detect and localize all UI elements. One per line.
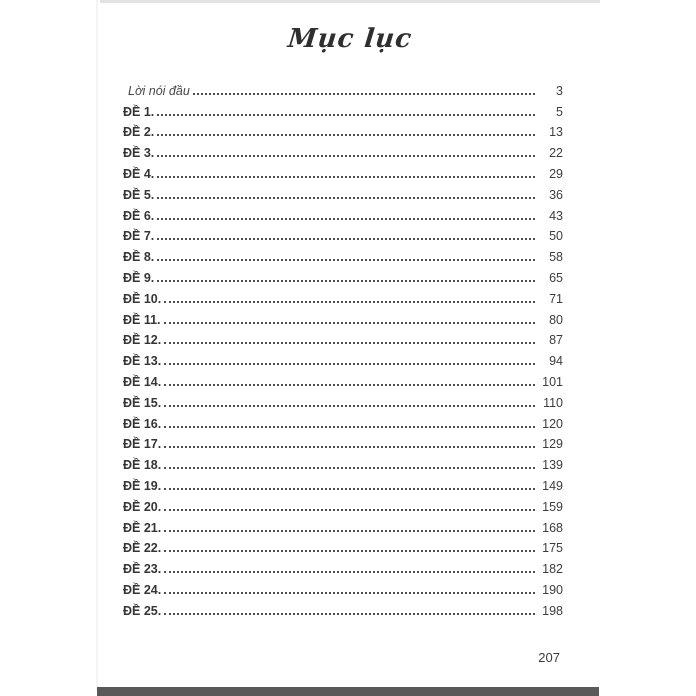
toc-entry-page: 139 xyxy=(542,458,563,473)
toc-row xyxy=(123,494,563,515)
toc-entry-label: ĐỀ 24. xyxy=(123,582,162,597)
page-top-edge xyxy=(100,0,600,3)
toc-entry-page: 168 xyxy=(542,520,563,535)
toc-row xyxy=(123,556,563,577)
dot-leader xyxy=(164,426,535,428)
toc-row xyxy=(123,244,563,265)
toc-entry-page: 58 xyxy=(549,250,563,265)
dot-leader xyxy=(193,93,535,95)
toc-entry-page: 159 xyxy=(542,499,563,514)
toc-row xyxy=(123,286,563,307)
dot-leader xyxy=(157,176,535,178)
dot-leader xyxy=(164,509,535,511)
toc-entry-label: ĐỀ 18. xyxy=(123,458,162,473)
toc-entry-label: ĐỀ 8. xyxy=(123,250,155,265)
toc-row xyxy=(123,432,563,453)
toc-entry-label: Lời nói đầu xyxy=(128,83,190,98)
footer-page-number: 207 xyxy=(538,650,560,665)
toc-entry-label: ĐỀ 16. xyxy=(123,416,162,431)
toc-entry-page: 182 xyxy=(542,562,563,577)
toc-entry-label: ĐỀ 25. xyxy=(123,603,162,618)
dot-leader xyxy=(164,613,535,615)
dot-leader xyxy=(157,134,535,136)
dot-leader xyxy=(157,114,535,116)
toc-entry-label: ĐỀ 5. xyxy=(123,187,155,202)
table-of-contents xyxy=(123,78,563,619)
toc-entry-label: ĐỀ 7. xyxy=(123,229,155,244)
toc-entry-page: 110 xyxy=(543,395,563,410)
toc-row xyxy=(123,577,563,598)
toc-entry-label: ĐỀ 21. xyxy=(123,520,162,535)
toc-entry-page: 29 xyxy=(549,166,563,181)
dot-leader xyxy=(164,446,535,448)
toc-entry-label: ĐỀ 2. xyxy=(123,125,155,140)
toc-row xyxy=(123,473,563,494)
dot-leader xyxy=(164,342,535,344)
dot-leader xyxy=(164,467,535,469)
toc-entry-label: ĐỀ 23. xyxy=(123,562,162,577)
toc-row xyxy=(123,328,563,349)
toc-row xyxy=(123,598,563,619)
toc-entry-label: ĐỀ 13. xyxy=(123,354,162,369)
toc-entry-label: ĐỀ 4. xyxy=(123,166,155,181)
toc-entry-label: ĐỀ 17. xyxy=(123,437,162,452)
toc-row xyxy=(123,224,563,245)
toc-row xyxy=(123,307,563,328)
dot-leader xyxy=(164,550,535,552)
toc-entry-label: ĐỀ 14. xyxy=(123,374,162,389)
toc-entry-label: ĐỀ 10. xyxy=(123,291,162,306)
dot-leader xyxy=(164,571,535,573)
toc-row xyxy=(123,120,563,141)
toc-entry-label: ĐỀ 15. xyxy=(123,395,162,410)
toc-row xyxy=(123,390,563,411)
toc-row xyxy=(123,452,563,473)
toc-row xyxy=(123,536,563,557)
dot-leader xyxy=(157,197,535,199)
dot-leader xyxy=(164,592,535,594)
toc-entry-label: ĐỀ 20. xyxy=(123,499,162,514)
toc-entry-page: 120 xyxy=(542,416,563,431)
toc-entry-page: 71 xyxy=(549,291,563,306)
toc-entry-page: 50 xyxy=(549,229,563,244)
toc-entry-label: ĐỀ 12. xyxy=(123,333,162,348)
toc-row xyxy=(123,411,563,432)
toc-entry-page: 175 xyxy=(542,541,563,556)
toc-entry-page: 198 xyxy=(542,603,563,618)
toc-entry-page: 149 xyxy=(542,478,563,493)
toc-row xyxy=(123,78,563,99)
toc-row xyxy=(123,348,563,369)
toc-entry-page: 3 xyxy=(556,83,563,98)
toc-entry-page: 129 xyxy=(542,437,563,452)
dot-leader xyxy=(157,280,535,282)
dot-leader xyxy=(164,384,535,386)
toc-row xyxy=(123,182,563,203)
dot-leader xyxy=(157,238,535,240)
toc-row xyxy=(123,203,563,224)
page-left-edge xyxy=(96,0,98,690)
toc-entry-page: 101 xyxy=(542,374,563,389)
dot-leader xyxy=(164,363,535,365)
toc-row xyxy=(123,265,563,286)
toc-row xyxy=(123,99,563,120)
toc-entry-page: 36 xyxy=(549,187,563,202)
toc-row xyxy=(123,515,563,536)
toc-row xyxy=(123,369,563,390)
dot-leader xyxy=(164,301,535,303)
dot-leader xyxy=(164,405,535,407)
toc-entry-page: 190 xyxy=(542,582,563,597)
dot-leader xyxy=(157,259,535,261)
toc-row xyxy=(123,161,563,182)
toc-entry-page: 5 xyxy=(556,104,563,119)
toc-entry-label: ĐỀ 1. xyxy=(123,104,155,119)
toc-entry-page: 43 xyxy=(549,208,563,223)
toc-entry-page: 87 xyxy=(549,333,563,348)
dot-leader xyxy=(157,218,535,220)
toc-entry-page: 65 xyxy=(549,270,563,285)
dot-leader xyxy=(157,155,535,157)
toc-entry-page: 94 xyxy=(549,354,563,369)
toc-entry-page: 13 xyxy=(549,125,563,140)
dot-leader xyxy=(164,488,535,490)
toc-entry-page: 22 xyxy=(549,146,563,161)
toc-entry-label: ĐỀ 9. xyxy=(123,270,155,285)
bottom-edge-bar xyxy=(97,687,599,696)
page-title: Mục lục xyxy=(286,24,414,54)
toc-entry-label: ĐỀ 11. xyxy=(123,312,161,327)
toc-entry-label: ĐỀ 6. xyxy=(123,208,155,223)
toc-entry-label: ĐỀ 22. xyxy=(123,541,162,556)
toc-entry-label: ĐỀ 19. xyxy=(123,478,162,493)
dot-leader xyxy=(164,530,535,532)
toc-entry-label: ĐỀ 3. xyxy=(123,146,155,161)
dot-leader xyxy=(164,322,535,324)
toc-row xyxy=(123,140,563,161)
toc-entry-page: 80 xyxy=(549,312,563,327)
